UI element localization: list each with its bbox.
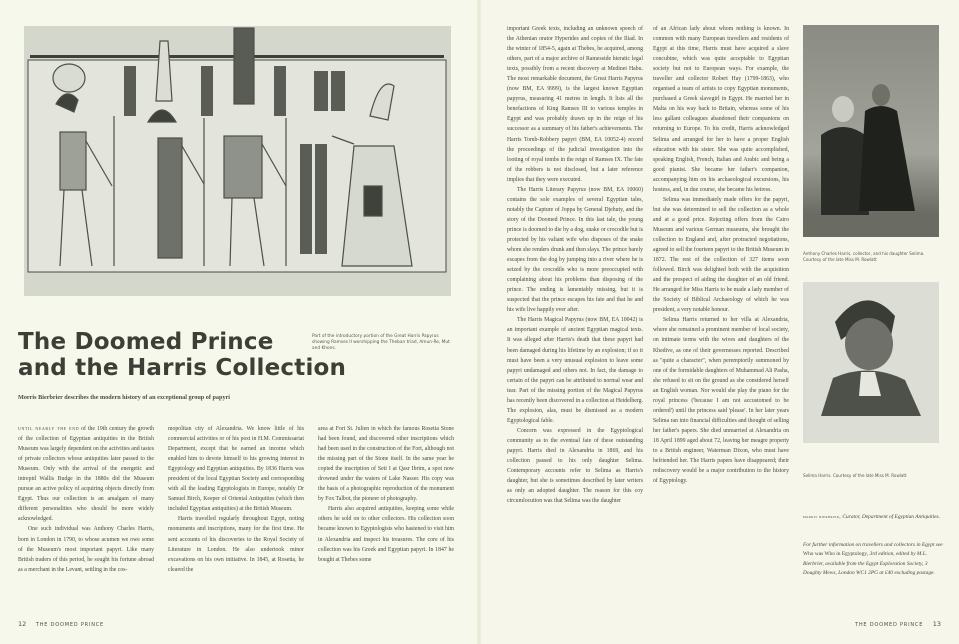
paragraph: of an African lady about whom nothing is known. In common with many European travellers and residents of Egypt at this time, Harris must have acquired a slave concubine, which was quite acceptable to Egyptian society but not to European ways. For example, the traveller and collector Robert Hay (1799-1863), who organised a team of artists to copy Egyptian monuments, purchased a Greek slavegirl in Egypt. He married her in Malta on his way back to Britain, whereas some of his less gallant colleagues abandoned their companions on returning to Europe. To his credit, Harris acknowledged Selima and arranged for her to have a proper English education with his sister. She was quite accomplished, speaking English, French, Italian and Arabic and being a good pianist. She became her father's companion, accompanying him on his archaeological excursions, his hostess, and, in due course, she became his heiress.	[653, 26, 789, 193]
text-column-2	[168, 424, 304, 575]
article-title	[18, 329, 346, 381]
paragraph: Harris travelled regularly throughout Egypt, noting monuments and inscriptions, many for the first time. He sent accounts of his discoveries to the Royal Society of Literature in London. He also undertook minor excavations on his own initiative. In 1845, at Rosetta, he cleared the	[168, 516, 304, 573]
page-number: 13	[932, 620, 941, 628]
running-head: THE DOOMED PRINCE	[855, 622, 924, 628]
paragraph: until nearly the end of the 19th century the growth of the collection of Egyptian antiquities in the British Museum was largely dependent on the activities and tastes of private collectors whose antiquities later passed to the Museum. Only with the arrival of the energetic and intrepid Wallis Budge in the 1880s did the Museum pursue an active policy of acquiring objects directly from Egypt. Thus our collection is an amalgam of many different personalities who should be more widely acknowledged.	[18, 426, 154, 523]
lead-in: until nearly the end	[18, 426, 80, 432]
paragraph: Concern was expressed in the Egyptological community as to the eventual fate of these outstanding papyri. Harris died in Alexandria in 1869, and his collection passed to his only daughter Selima. Contemporary accounts refer to Selima as Harris's daughter, but she is sometimes described by later writers as only an adopted daughter. The reason for this coy circumlocution was that Selima was the daughter	[507, 427, 643, 505]
article-standfirst: Morris Bierbrier describes the modern history of an exceptional group of papyri	[18, 394, 231, 401]
photo2-caption: Selima Harris. Courtesy of the late Miss M. Rowlatt	[803, 473, 907, 478]
photo1-caption: Anthony Charles Harris, collector, and his daughter Selima. Courtesy of the late Miss M. Rowlatt	[803, 251, 925, 262]
harris-and-selima-photo	[803, 25, 939, 237]
paragraph: Selima Harris returned to her villa at Alexandria, where she remained a prominent member of local society, on intimate terms with the wives and daughters of the Khedive, as one of their governesses reported. Described as "quite a character", when peremptorily summoned by one of the formidable daughters of Muhammad Ali Pasha, she refused to sit on the ground as she considered herself an English woman. Nor would she play the piano for the royal princess ('because I am not accustomed to be ordered') until the princess said 'please'. In her later years Selima ran into financial difficulties and thought of selling her father's papers. She died unmarried at Alexandria on 18 April 1899 aged about 72, leaving her meagre property to a British engineer, Waterman Dixon, who must have befriended her. The Harris papers have disappeared; their rediscovery would be a major contribution to the history of Egyptology.	[653, 317, 789, 485]
photo-selima	[803, 282, 939, 443]
page-number: 12	[18, 620, 27, 628]
text-column-1	[18, 424, 154, 575]
paragraph: Selima was immediately made offers for the papyri, but she was determined to sell the collection as a whole and at a good price. Rejecting offers from the Cairo Museum and various German museums, she brought the collection to England and, after protracted negotiations, agreed to sell the fourteen papyri to the British Museum in 1872. The rest of the collection of 327 items soon followed. Birch was delighted both with the acquisition and the prospect of aiding the daughter of an old friend. He arranged for Miss Harris to be made a lady member of the Society of Biblical Archaeology of which he was president, a very notable honour.	[653, 196, 789, 314]
papyrus-illustration	[24, 26, 451, 296]
page-gutter	[477, 0, 481, 644]
text-column-5	[653, 24, 789, 486]
author-bio	[803, 513, 943, 522]
author-role: Curator, Department of Egyptian Antiquities.	[841, 514, 940, 520]
author-name: morris bierbrier,	[803, 515, 842, 520]
title-line-1: The Doomed Prince	[18, 329, 274, 355]
selima-portrait-photo	[803, 282, 939, 443]
paragraph: The Harris Literary Papyrus (now BM, EA 10060) contains the sole examples of several Egyptian tales, notably the Capture of Joppa by General Djehuty, and the story of the Doomed Prince. In this last tale, the young prince is doomed to die by a dog, snake or crocodile but is protected by his valiant wife who disposes of the snake whom she renders drunk and then slays. The prince barely escapes from the dog by jumping into a river where he is seized by the crocodile who is more preoccupied with complaining about his problems than disposing of the prince. The ending is lamentably missing, but it is suspected that the prince escapes his fate and that he and his wife live happily ever after.	[507, 186, 643, 314]
left-page	[0, 0, 479, 644]
great-harris-papyrus-image	[24, 26, 451, 296]
folio-right	[855, 620, 941, 628]
paragraph: Harris also acquired antiquities, keeping some while others he sold on to other collectors. His collection soon became known to Egyptologists who hastened to visit him in Alexandria and inspect his treasures. The core of his collection was his Greek and Egyptian papyri. In 1847 he bought at Thebes some	[318, 506, 454, 563]
photo-father-daughter	[803, 25, 939, 237]
paragraph: important Greek texts, including an unknown speech of the Athenian orator Hyperides and copies of the Iliad. In the winter of 1854-5, again at Thebes, he acquired, among others, part of a major archive of Ramesside hieratic legal texts, possibly from a recent discovery at Medinet Habu. The most remarkable document, the Great Harris Papyrus (now BM, EA 9999), is the largest known Egyptian papyrus, measuring 41 metres in length. It lists all the benefactions of King Ramses III to various temples in Egypt and was probably drawn up in the reign of his successor as a summary of his father's achievements. The Harris Tomb-Robbery papyri (BM, EA 10052-4) record the proceedings of the judicial investigation into the looting of royal tombs in the reign of Ramses IX. The fate of the robbers is not disclosed, but a later reference implies that they were executed.	[507, 26, 643, 183]
text-column-4	[507, 24, 643, 506]
paragraph: One such individual was Anthony Charles Harris, born in London in 1790, to whose acumen we owe some of the Museum's most important papyri. Like many British traders of this period, he sought his fortune abroad as a merchant in the Levant, settling in the cos-	[18, 526, 154, 573]
running-head: THE DOOMED PRINCE	[35, 622, 104, 628]
book-title: Who was Who in Egyptology	[803, 551, 867, 558]
further-reading-note: For further information on travellers and collectors in Egypt see Who was Who in Egyptology, 3rd edition, edited by M.L. Bierbrier, available from the Egypt Exploration Society, 3 Doughty Mews, London WC1 2PG at £40 excluding postage.	[803, 542, 943, 577]
papyrus-image-caption: Part of the introductory portion of the Great Harris Papyrus showing Ramses II worshipping the Theban triad, Amun-Re, Mut and Khons.	[312, 334, 450, 351]
paragraph: area at Fort St. Julien in which the famous Rosetta Stone had been found, and discovered other inscriptions which had been used in the construction of the Fort, although not the missing part of the Stone itself. In the same year he copied the inscription of Seti I at Qasr Ibrim, a spot now drowned under the waters of Lake Nasser. His copy was the basis of a photographic reproduction of the monument by Fox Talbot, the pioneer of photography.	[318, 426, 454, 503]
paragraph: The Harris Magical Papyrus (now BM, EA 10042) is an important example of ancient Egyptian magical texts. It was alleged after Harris's death that these papyri had been damaged during his lifetime by an explosion; if so it must have been a very unusual explosion to leave some papyri undamaged and others not. In fact, the damage to certain of the papyri can be attributed to normal wear and tear. Part of the missing portion of the Magical Papyrus has recently been discovered in a collection at Heidelberg. The explosion, alas, must be dismissed as a modern Egyptological fable.	[507, 317, 643, 424]
text-column-3	[318, 424, 454, 565]
folio-left	[18, 620, 104, 628]
paragraph: mopolitan city of Alexandria. We know little of his commercial activities or of his post in H.M. Commissariat Department, except that he earned an income which enabled him to devote himself to his growing interest in Egyptology and Egyptian antiquities. By 1836 Harris was president of the local Egyptian Society and corresponding with all the leading Egyptologists in Europe, notably Dr Samuel Birch, Keeper of Oriental Antiquities (which then included Egyptian antiquities) at the British Museum.	[168, 426, 304, 513]
title-line-2: and the Harris Collection	[18, 355, 347, 381]
